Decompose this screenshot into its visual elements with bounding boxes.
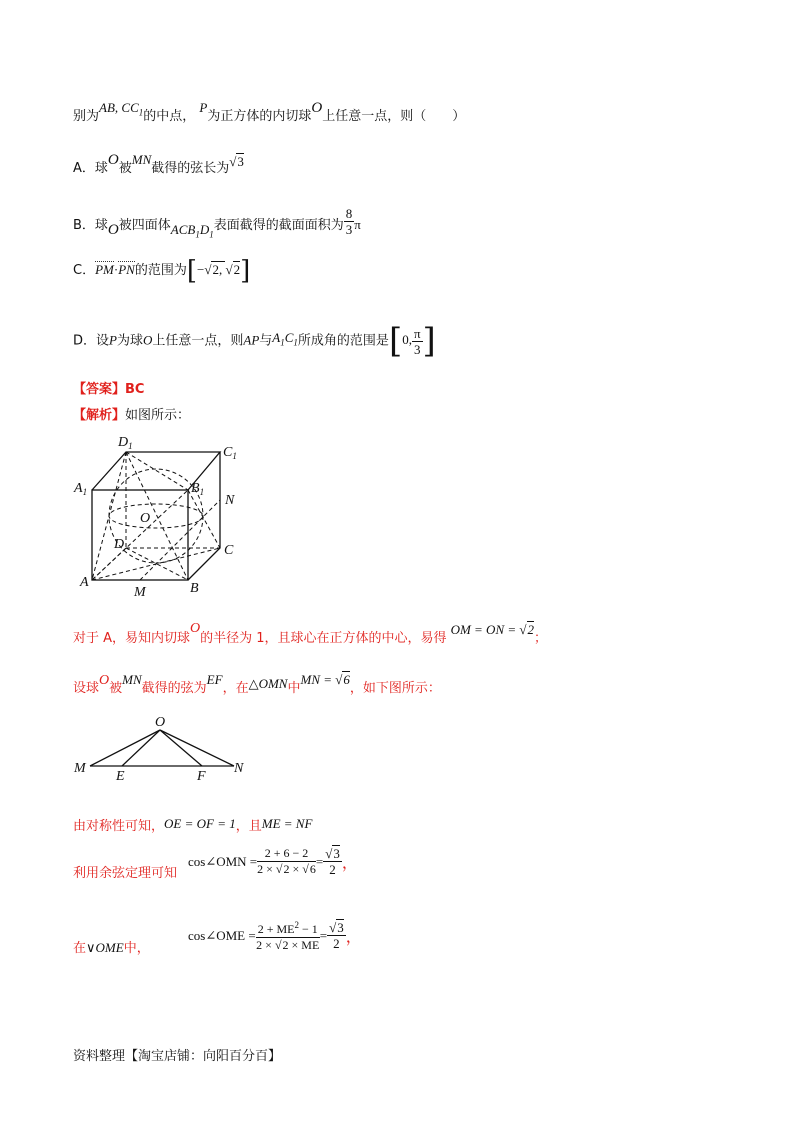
label-b: B	[190, 581, 199, 596]
label-d: D	[114, 537, 125, 552]
label-a1: $A_1$	[74, 481, 88, 497]
intro-points: AB, $CC_1$	[99, 100, 144, 118]
option-d-a1c1: $A_1C_1$	[272, 330, 298, 349]
option-c-text: 的范围为	[134, 263, 187, 278]
option-c	[73, 256, 251, 287]
intro-text2: 为正方体的内切球	[207, 109, 312, 124]
option-a-mn: MN	[131, 152, 152, 167]
cube-top-face	[92, 452, 220, 490]
option-a-value: √3	[229, 154, 244, 169]
option-a-bei: 被	[118, 161, 132, 176]
option-b-label: B．球	[73, 218, 108, 233]
label-d1: $D_1$	[118, 435, 133, 451]
option-c-pn: PN	[118, 262, 135, 277]
option-b-tetra: $ACB_1D_1$	[170, 222, 214, 240]
tri-label-n: N	[234, 761, 244, 776]
intro-o: O	[311, 100, 323, 116]
option-d-label: D．设	[73, 333, 110, 349]
label-c1: $C_1$	[223, 445, 237, 461]
line1-eq: OM = ON = √2	[450, 622, 535, 637]
analysis-label: 【解析】	[73, 408, 126, 423]
intro-prefix: 别为	[73, 109, 100, 124]
option-a-o: O	[107, 152, 119, 168]
intro-end: 上任意一点，则（ ）	[322, 109, 466, 124]
solution-line-2: 设球O被MN截得的弦为EF，在△OMN中MN = √6，如下图所示：	[73, 672, 441, 696]
option-b	[73, 206, 361, 241]
option-b-pi: π	[354, 217, 361, 232]
option-b-fraction: $\frac{8}{3}$	[345, 206, 353, 237]
option-c-label: C．	[73, 263, 96, 278]
option-a	[73, 152, 244, 177]
intro-mid: 的中点，	[143, 109, 196, 124]
answer-label: 【答案】	[73, 382, 126, 397]
tri-label-o: O	[155, 715, 166, 730]
line5-formula: cos∠OME = $\frac{2 + ME^2 - 1}{2 \times √2 \times ME}$ = $\frac{√3}{2}$ ，	[188, 920, 362, 952]
option-c-pm: PM	[95, 262, 114, 277]
solution-line-4: 利用余弦定理可知	[73, 866, 178, 881]
label-a: A	[80, 575, 89, 590]
option-b-text1: 被四面体	[118, 218, 171, 233]
option-d-range: [0, $\frac{\pi}{3}$ ]	[388, 321, 436, 362]
label-c: C	[224, 543, 234, 558]
option-b-text2: 表面截得的截面面积为	[213, 218, 344, 233]
option-d-p: P	[109, 332, 117, 348]
label-m: M	[134, 585, 146, 600]
option-d-with: 与	[259, 333, 273, 349]
option-a-label: A．球	[73, 161, 108, 176]
segment-om	[90, 730, 160, 766]
question-intro	[73, 100, 466, 129]
solution-line-3: 由对称性可知，OE = OF = 1，且ME = NF	[73, 816, 313, 834]
tri-label-m: M	[74, 761, 86, 776]
option-d-text1: 为球	[116, 333, 143, 349]
segment-oe	[122, 730, 160, 766]
line4-formula: cos∠OMN = $\frac{2 + 6 - 2}{2 \times √2 \times √6}$ = $\frac{√3}{2}$ ，	[188, 846, 358, 877]
option-c-range: [−√2, √2]	[186, 256, 251, 287]
option-d-o: O	[142, 332, 153, 348]
footer-text: 资料整理【淘宝店铺：向阳百分百】	[73, 1049, 282, 1064]
tri-label-e: E	[116, 769, 125, 780]
line2-eq: MN = √6	[300, 672, 350, 687]
option-d-ap: AP	[243, 332, 260, 348]
option-d	[73, 321, 436, 362]
label-o: O	[140, 511, 151, 526]
segment-on	[160, 730, 234, 766]
triangle-figure	[68, 712, 258, 780]
tri-label-f: F	[197, 769, 206, 780]
label-n: N	[225, 493, 235, 508]
option-d-text2: 上任意一点，则	[152, 333, 244, 349]
label-b1: $B_1$	[191, 481, 205, 497]
option-c-dot: ·	[113, 262, 119, 277]
solution-line-1: 对于 A，易知内切球O的半径为 1，且球心在正方体的中心，易得OM = ON = √2；	[73, 621, 548, 646]
intro-p: P	[199, 100, 208, 115]
answer-line	[73, 382, 144, 398]
option-b-o: O	[107, 222, 119, 238]
analysis-line	[73, 408, 190, 424]
option-d-text3: 所成角的范围是	[297, 333, 389, 349]
option-a-text: 截得的弦长为	[151, 161, 230, 176]
answer-value: BC	[125, 382, 145, 397]
solution-line-5: 在∨OME中，	[73, 940, 150, 956]
analysis-text: 如图所示：	[125, 408, 191, 423]
cube-figure	[60, 430, 260, 600]
